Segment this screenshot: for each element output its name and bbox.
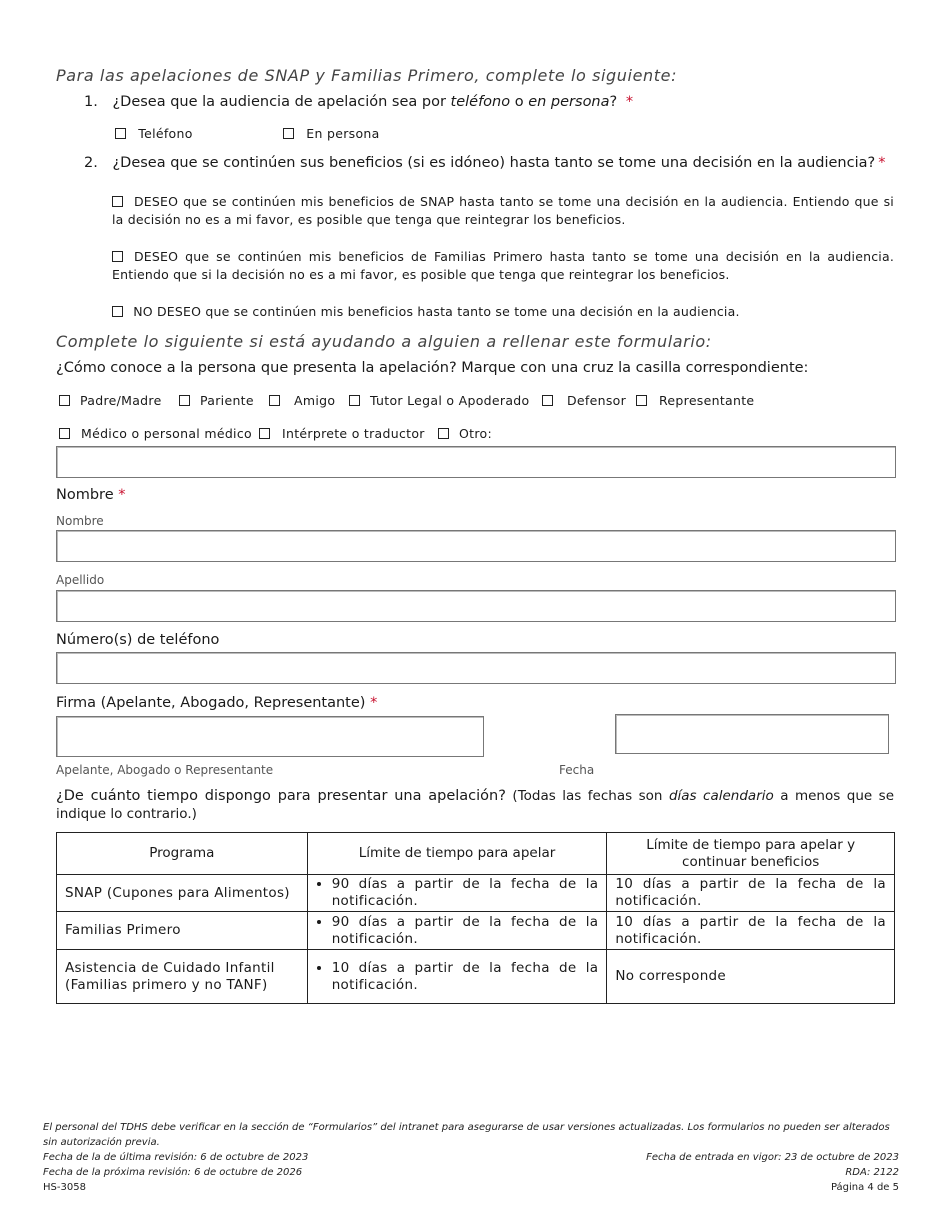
relation-defensor[interactable]	[542, 393, 626, 408]
option-label: Otro:	[459, 426, 492, 441]
continue-cell: 10 días a partir de la fecha de la notificación.	[607, 912, 895, 950]
program-cell: Familias Primero	[57, 912, 308, 950]
table-header: Límite de tiempo para apelar	[307, 833, 607, 875]
deadline-question: ¿De cuánto tiempo dispongo para presentar una apelación? (Todas las fechas son días calendario a menos que se indique lo contrario.)	[56, 788, 894, 822]
table-row	[57, 875, 895, 912]
checkbox[interactable]	[112, 196, 123, 207]
relation-pariente[interactable]	[179, 393, 254, 408]
table-header-row	[57, 833, 895, 875]
option-label: Defensor	[567, 393, 627, 408]
name-label: Nombre *	[56, 487, 126, 503]
option-continue-familias[interactable]	[112, 248, 894, 284]
continue-cell: No corresponde	[607, 950, 895, 1004]
relation-otro[interactable]	[438, 426, 492, 441]
first-name-label: Nombre	[56, 514, 104, 528]
option-label: En persona	[306, 126, 380, 141]
checkbox[interactable]	[542, 395, 553, 406]
required-marker: *	[370, 695, 378, 711]
question-2	[84, 155, 904, 171]
table-row	[57, 912, 895, 950]
section-title-helper: Complete lo siguiente si está ayudando a alguien a rellenar este formulario:	[56, 332, 712, 351]
checkbox[interactable]	[115, 128, 126, 139]
phone-label: Número(s) de teléfono	[56, 632, 220, 648]
date-caption: Fecha	[559, 763, 595, 777]
question-number: 1.	[84, 94, 98, 110]
checkbox[interactable]	[438, 428, 449, 439]
option-no-continue[interactable]	[112, 303, 894, 321]
appeal-cell: • 90 días a partir de la fecha de la notificación.	[307, 912, 607, 950]
relation-question: ¿Cómo conoce a la persona que presenta la apelación? Marque con una cruz la casilla correspondiente:	[56, 360, 809, 376]
relation-representante[interactable]	[636, 393, 754, 408]
footer-form-id: HS-3058	[43, 1182, 86, 1193]
option-label: Intérprete o traductor	[282, 426, 425, 441]
question-text: ¿Desea que la audiencia de apelación sea por teléfono o en persona?	[112, 94, 618, 110]
relation-amigo[interactable]	[269, 393, 335, 408]
question-number: 2.	[84, 155, 98, 171]
footer-next-revision: Fecha de la próxima revisión: 6 de octubre de 2026	[43, 1167, 303, 1178]
option-label: Pariente	[200, 393, 254, 408]
footer-effective-date: Fecha de entrada en vigor: 23 de octubre de 2023	[646, 1152, 899, 1163]
checkbox[interactable]	[259, 428, 270, 439]
table-header: Límite de tiempo para apelar y continuar beneficios	[607, 833, 895, 875]
section-title-snap: Para las apelaciones de SNAP y Familias Primero, complete lo siguiente:	[56, 66, 678, 85]
option-label: Tutor Legal o Apoderado	[370, 393, 530, 408]
appeal-cell: • 90 días a partir de la fecha de la notificación.	[307, 875, 607, 912]
relation-medico[interactable]	[59, 426, 252, 441]
option-label: Amigo	[294, 393, 336, 408]
checkbox[interactable]	[269, 395, 280, 406]
question-text: ¿Desea que se continúen sus beneficios (si es idóneo) hasta tanto se tome una decisión en la audiencia?	[112, 155, 876, 171]
question-1	[84, 94, 633, 110]
checkbox[interactable]	[112, 306, 123, 317]
option-label: Padre/Madre	[80, 393, 162, 408]
appeal-cell: • 10 días a partir de la fecha de la notificación.	[307, 950, 607, 1004]
relation-interprete[interactable]	[259, 426, 425, 441]
signature-input[interactable]	[56, 716, 484, 757]
required-marker: *	[625, 94, 634, 110]
relation-padre-madre[interactable]	[59, 393, 162, 408]
option-label: Médico o personal médico	[81, 426, 252, 441]
last-name-label: Apellido	[56, 573, 105, 587]
phone-input[interactable]	[56, 652, 896, 684]
option-telefono[interactable]	[115, 126, 193, 141]
footer-page-number: Página 4 de 5	[830, 1182, 899, 1193]
deadline-table	[56, 832, 895, 1004]
checkbox[interactable]	[59, 428, 70, 439]
option-en-persona[interactable]	[283, 126, 380, 141]
footer-rda: RDA: 2122	[845, 1167, 899, 1178]
option-label: Representante	[659, 393, 755, 408]
last-name-input[interactable]	[56, 590, 896, 622]
option-label: DESEO que se continúen mis beneficios de SNAP hasta tanto se tome una decisión en la audiencia. Entiendo que si la decisión no es a mi favor, es posible que tenga que reintegrar los beneficios.	[112, 194, 894, 227]
checkbox[interactable]	[636, 395, 647, 406]
required-marker: *	[878, 155, 886, 171]
signature-label: Firma (Apelante, Abogado, Representante) *	[56, 695, 378, 711]
checkbox[interactable]	[112, 251, 123, 262]
checkbox[interactable]	[179, 395, 190, 406]
footer-last-revision: Fecha de la de última revisión: 6 de octubre de 2023	[43, 1152, 309, 1163]
program-cell: Asistencia de Cuidado Infantil (Familias primero y no TANF)	[57, 950, 308, 1004]
first-name-input[interactable]	[56, 530, 896, 562]
table-row	[57, 950, 895, 1004]
relation-tutor-legal[interactable]	[349, 393, 529, 408]
option-label: NO DESEO que se continúen mis beneficios hasta tanto se tome una decisión en la audiencia.	[133, 304, 740, 319]
checkbox[interactable]	[283, 128, 294, 139]
option-label: Teléfono	[138, 126, 193, 141]
required-marker: *	[118, 487, 126, 503]
footer-notice: El personal del TDHS debe verificar en la sección de “Formularios” del intranet para asegurarse de usar versiones actualizadas. Los formularios no pueden ser alterados sin autorización previa.	[43, 1122, 890, 1148]
date-input[interactable]	[615, 714, 889, 754]
continue-cell: 10 días a partir de la fecha de la notificación.	[607, 875, 895, 912]
signature-caption: Apelante, Abogado o Representante	[56, 763, 274, 777]
option-label: DESEO que se continúen mis beneficios de Familias Primero hasta tanto se tome una decisión en la audiencia. Entiendo que si la decisión no es a mi favor, es posible que tenga que reintegrar los beneficios.	[112, 249, 894, 282]
table-header: Programa	[57, 833, 308, 875]
option-continue-snap[interactable]	[112, 193, 894, 229]
otro-input[interactable]	[56, 446, 896, 478]
checkbox[interactable]	[59, 395, 70, 406]
checkbox[interactable]	[349, 395, 360, 406]
program-cell: SNAP (Cupones para Alimentos)	[57, 875, 308, 912]
